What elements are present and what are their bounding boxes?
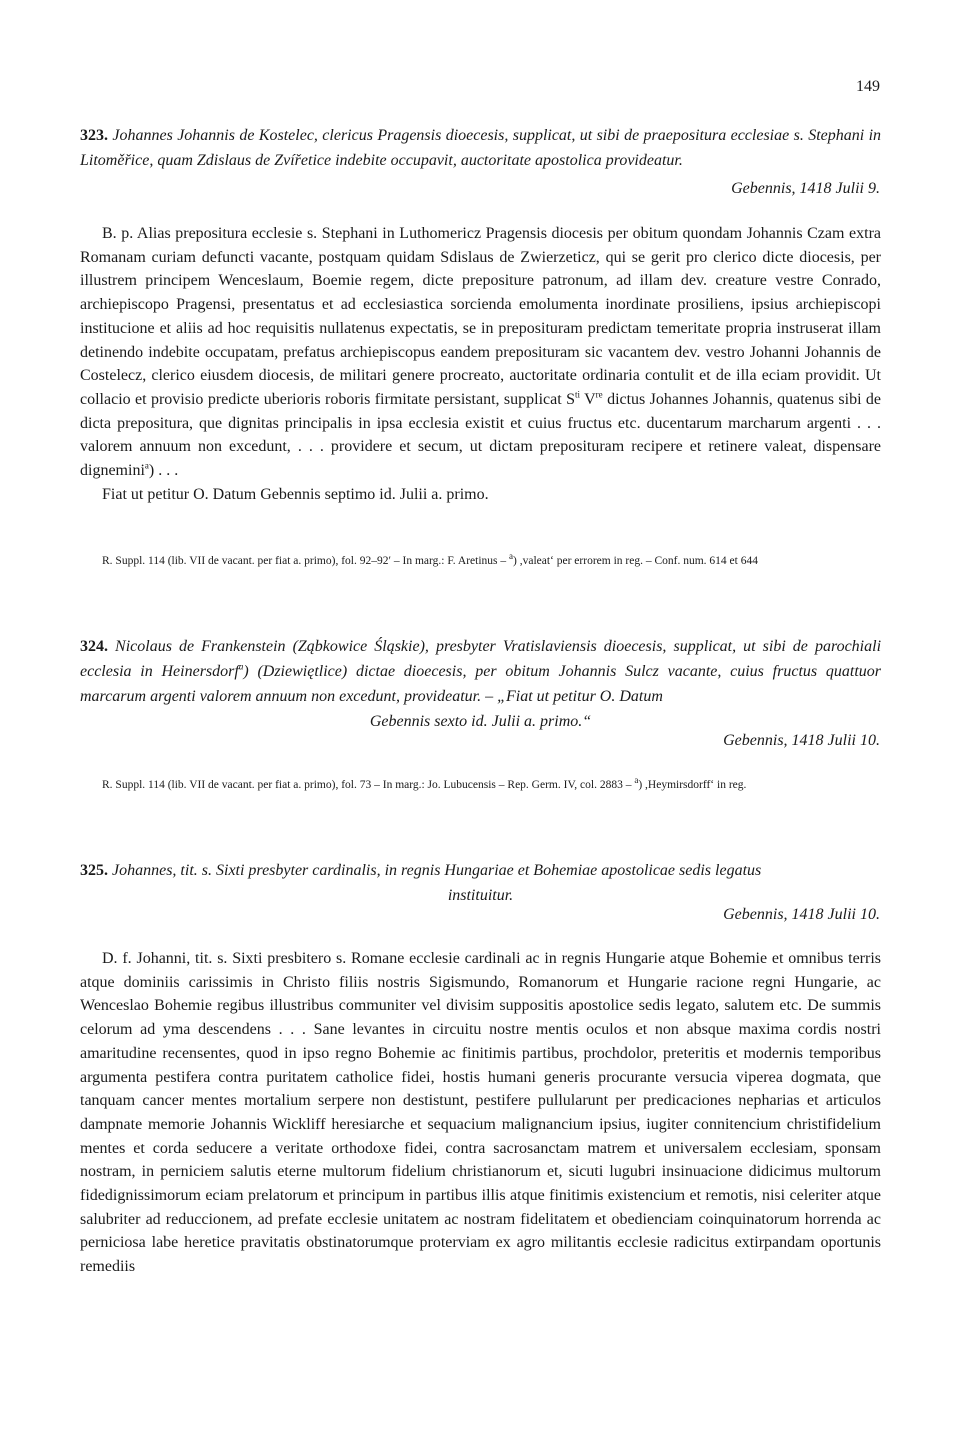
body-text: dictus Johannes Johannis, quatenus sibi de dicta prepositura, que dignitas principalis in ipsa ecclesia existit et cuius fructus etc. ducentarum marcharum argenti . . . valorem annuum non excedunt, . . . providere et secum, ut dictam preposituram recipere et retinere valeat, dispensare dignemini bbox=[80, 390, 882, 480]
entry-heading-text: Johannes Johannis de Kostelec, clericus Pragensis dioecesis, supplicat, ut sibi de praepositura ecclesiae s. Stephani in Litoměřice, quam Zdislaus de Zvířetice indebite occupavit, auctoritate apostolica provideatur. bbox=[80, 127, 882, 169]
entry-number: 323. bbox=[80, 127, 108, 144]
footnote-marker: a bbox=[509, 551, 514, 562]
entry-325-body bbox=[80, 947, 881, 1279]
entry-325-heading bbox=[80, 858, 881, 908]
entry-heading-text: Nicolaus de Frankenstein (Ząbkowice Śląskie), presbyter Vratislaviensis dioecesis, supplicat, ut sibi de parochiali ecclesia in Heinersdorf bbox=[80, 638, 882, 680]
body-text: V bbox=[580, 390, 596, 408]
note-text: ) ,valeat‘ per errorem in reg. – Conf. num. 614 et 644 bbox=[513, 555, 758, 567]
entry-324-note bbox=[80, 776, 881, 795]
entry-number: 325. bbox=[80, 862, 108, 879]
entry-323-note bbox=[80, 552, 881, 571]
footnote-marker: a bbox=[238, 661, 244, 672]
page-number: 149 bbox=[856, 78, 880, 95]
note-text: R. Suppl. 114 (lib. VII de vacant. per fiat a. primo), fol. 92–92′ – In marg.: F. Aretinus – bbox=[102, 555, 510, 567]
fiat-line: Fiat ut petitur O. Datum Gebennis septimo id. Julii a. primo. bbox=[102, 485, 489, 503]
entry-heading-last-line: instituitur. bbox=[447, 887, 514, 904]
entry-324-date: Gebennis, 1418 Julii 10. bbox=[723, 732, 880, 749]
footnote-marker: a bbox=[634, 775, 639, 786]
note-text: R. Suppl. 114 (lib. VII de vacant. per fiat a. primo), fol. 73 – In marg.: Jo. Lubucensis – Rep. Germ. IV, col. 2883 – bbox=[102, 779, 635, 791]
footnote-marker: a bbox=[144, 460, 149, 471]
body-text: D. f. Johanni, tit. s. Sixti presbitero s. Romane ecclesie cardinali ac in regnis Hungarie atque Bohemie et omnibus terris atque dominiis carissimis in Christo filiis nostris Sigismundo, Romanorum et Hungarie racione regni Hungarie, ac Wenceslao Bohemie regibus illustribus communiter vel divisim suppositis apostolice sedis legato, salutem etc. De summis celorum ad yma descendens . . . Sane levantes in circuitu nostre mentis oculos et non absque maxima cordis nostri amaritudine recensentes, quod in ipso regno Bohemie ac finitimis partibus, prochdolor, preteritis et modernis temporibus argumenta pestifera contra puritatem catholice fidei, hostis humani generis procurante versucia viperea dogmata, que tanquam cancer mentes mortalium serpere non destistunt, pestifere pullularunt per predicaciones nepharias et articulos dampnate memorie Johannis Wickliff heresiarche et sequacium malignancium ipsius, iugiter connitencium christifidelium mentes et corda seducere a veritate orthodoxe fidei, contra sacrosanctam matrem et universalem ecclesiam, sponsam nostram, in perniciem salutis eterne multorum fidelium christianorum et, sicuti lugubri insinuacione didicimus multorum fidedignissimorum eciam prelatorum et principum in partibus illis atque finitimis existencium et remotis, nisi celeriter atque salubriter ad reduccionem, ad prefate ecclesie unitatem ac nostram fidelitatem et obedienciam coinquinatorum horrenda ac perniciosa labe heretice pravitatis obstinatorumque proterviam ex agro militantis ecclesie radicitus extirpandam oportunis remediis bbox=[80, 950, 881, 1276]
entry-323-heading bbox=[80, 123, 881, 173]
entry-324-heading bbox=[80, 634, 881, 734]
superscript: ti bbox=[574, 389, 580, 400]
entry-323-body bbox=[80, 222, 881, 506]
entry-325-date: Gebennis, 1418 Julii 10. bbox=[723, 906, 880, 923]
entry-323-date: Gebennis, 1418 Julii 9. bbox=[731, 180, 880, 197]
entry-heading-text: Johannes, tit. s. Sixti presbyter cardinalis, in regnis Hungariae et Bohemiae apostolicae sedis legatus bbox=[112, 862, 762, 879]
entry-heading-text: ) (Dziewiętlice) dictae dioecesis, per obitum Johannis Sulcz vacante, cuius fructus quattuor marcarum argenti valorem annuum non excedunt, provideatur. – „Fiat ut petitur O. Datum bbox=[80, 663, 882, 705]
entry-number: 324. bbox=[80, 638, 108, 655]
note-text: ) ,Heymirsdorff‘ in reg. bbox=[638, 779, 747, 791]
body-text: B. p. Alias prepositura ecclesie s. Stephani in Luthomericz Pragensis diocesis per obitum quondam Johannis Czam extra Romanam curiam defuncti vacante, postquam quidam Sdislaus de Zwierzeticz, qui se gerit pro clerico dicte diocesis, per illustrem principem Wenceslaum, Boemie regem, dicte prepositure patronum, ad illam dev. creature vestre Conrado, archiepiscopo Pragensi, presentatus et ad ecclesiastica sorcienda emolumenta inordinate prosiliens, ipsius archiepiscopi institucione et aliis ad hoc requisitis nullatenus expectatis, se in preposituram predictam temeritate propria instruserat illam detinendo indebite occupatam, prefatus archiepiscopus eandem preposituram sic vacantem dev. vestro Johanni Johannis de Costelecz, clerico eiusdem diocesis, de militari genere procreato, auctoritate ordinaria contulit et de illa eciam providit. Ut collacio et provisio predicte uberioris roboris firmitate persistant, supplicat S bbox=[80, 225, 881, 408]
body-text: ) . . . bbox=[148, 462, 179, 480]
superscript: re bbox=[595, 389, 603, 400]
entry-heading-last-line: Gebennis sexto id. Julii a. primo.“ bbox=[369, 713, 592, 730]
